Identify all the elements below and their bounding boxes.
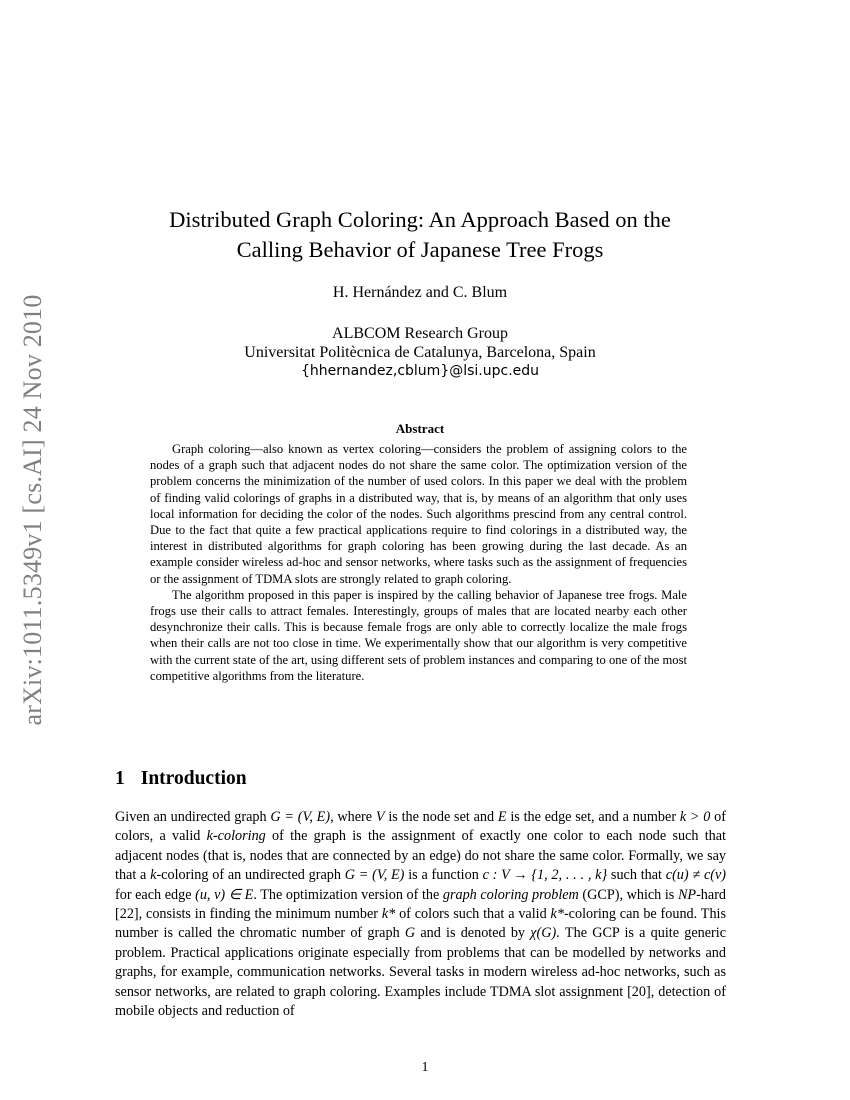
- paper-title: [110, 205, 730, 265]
- research-group: ALBCOM Research Group: [332, 325, 508, 342]
- intro-text: Given an undirected graph G = (V, E), where V is the node set and E is the edge set, and a number k > 0 of colors, a valid k-coloring of the graph is the assignment of exactly one color to each node such that adjacent nodes (that is, nodes that are connected by an edge) do not share the same color. Formally, we say that a k-coloring of an undirected graph G = (V, E) is a function c : V → {1, 2, . . . , k} such that c(u) ≠ c(v) for each edge (u, v) ∈ E. The optimization version of the graph coloring problem (GCP), which is NP-hard [22], consists in finding the minimum number k* of colors such that a valid k*-coloring can be found. This number is called the chromatic number of graph G and is denoted by χ(G). The GCP is a quite generic problem. Practical applications originate especially from problems that can be modelled by networks and graphs, for example, communication networks. Several tasks in modern wireless ad-hoc networks, such as sensor networks, are related to graph coloring. Examples include TDMA slot assignment [20], detection of mobile objects and reduction of: [115, 809, 727, 1020]
- abstract-paragraph-2: The algorithm proposed in this paper is inspired by the calling behavior of Japanese tree frogs. Male frogs use their calls to attract females. Interestingly, groups of males that are located nearby each other desynchronize their calls. This is because female frogs are only able to correctly localize the male frogs when their calls are not too close in time. We experimentally show that our algorithm is very competitive with the current state of the art, using different sets of problem instances and comparing to one of the most competitive algorithms from the literature.: [150, 587, 687, 683]
- author-email: {hhernandez,cblum}@lsi.upc.edu: [300, 363, 540, 379]
- introduction-paragraph: [115, 808, 726, 1021]
- page-number: 1: [421, 1060, 429, 1075]
- title-line-1: Distributed Graph Coloring: An Approach Based on the: [169, 207, 671, 232]
- abstract-paragraph-1: Graph coloring—also known as vertex coloring—considers the problem of assigning colors to the nodes of a graph such that adjacent nodes do not share the same color. The optimization version of the problem concerns the minimization of the number of used colors. In this paper we deal with the problem of finding valid colorings of graphs in a distributed way, that is, by means of an algorithm that only uses local information for deciding the color of the nodes. Such algorithms prescind from any central control. Due to the fact that quite a few practical applications require to find colorings in a distributed way, the interest in distributed algorithms for graph coloring has been growing during the last decade. As an example consider wireless ad-hoc and sensor networks, where tasks such as the assignment of frequencies or the assignment of TDMA slots are strongly related to graph coloring.: [150, 442, 687, 586]
- arxiv-identifier-stamp: arXiv:1011.5349v1 [cs.AI] 24 Nov 2010: [18, 294, 47, 726]
- section-title: Introduction: [140, 768, 247, 789]
- title-line-2: Calling Behavior of Japanese Tree Frogs: [236, 237, 604, 262]
- section-heading: [115, 768, 247, 790]
- abstract-heading: Abstract: [395, 421, 445, 436]
- affiliation: [110, 324, 730, 381]
- abstract-body: [150, 441, 687, 684]
- university: Universitat Politècnica de Catalunya, Barcelona, Spain: [244, 344, 596, 361]
- authors: H. Hernández and C. Blum: [332, 284, 508, 301]
- section-number: 1: [115, 768, 125, 789]
